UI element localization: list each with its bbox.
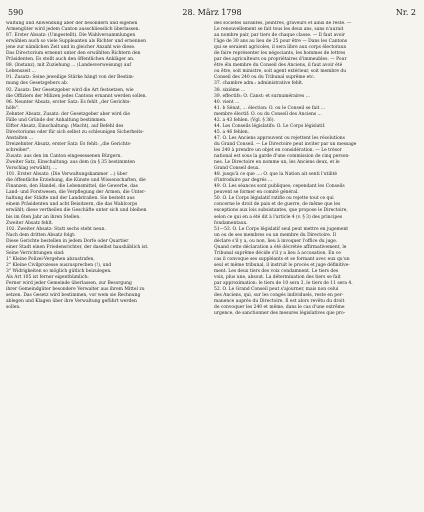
text-line: sollen.: [6, 305, 21, 311]
text-line: 3° Widrigkeiten so möglich gütlich beizulegen.: [6, 268, 112, 274]
text-line: exceptions aux lois subsistantes, que propose le Directoire,: [214, 208, 348, 214]
text-line: 40. vient ...: [214, 99, 240, 105]
text-line: mung des Gesetzgebers ab.: [6, 81, 69, 87]
text-line: waltung und Anwendung aber der besondern und eigenen: [6, 21, 138, 26]
text-line: 48. jusqu'à ce que ...: O. que la Nation ait senti l'utilité: [214, 172, 338, 178]
text-line: Präsidenten. Es stellt auch den öffentlichen Ankläger an.: [6, 57, 135, 63]
text-line: 2° Kleine Civilprozesse auszusprechen (!), und: [6, 262, 112, 268]
text-line: peuvent se former en comité général.: [214, 190, 299, 196]
text-line: au nombre pair, par tiers de chaque classe. — Il faut avoir: [214, 33, 345, 39]
text-line: haltung der Städte und der Landstraßen. Sie besteht aus: [6, 196, 135, 202]
text-line: selon ce qui en a été dit à l'article 4 (v. § 3) des principes: [214, 214, 343, 220]
text-line: 39. effectifs: O. Canst: et surnuméraires ...: [214, 93, 310, 99]
text-line: 1° Kleine Polizei-Vergehen abzustrafen,: [6, 256, 95, 262]
text-line: erwählen auch so viele Suppleanten als Richter und ernennen: [6, 39, 146, 45]
text-line: 96. Neunter Absatz, erster Satz: Es fehlt „der Gerichts-: [6, 99, 131, 105]
text-line: Le renouvellement se fait tous les deux ans, sans n'aurait: [214, 27, 344, 33]
text-line: 49. O. Les séances sont publiques; cependant les Conseils: [214, 184, 345, 190]
right-column: [214, 21, 418, 507]
text-line: Finanzen, den Handel, die Lebensmittel, die Gewerbe, das: [6, 184, 138, 190]
text-line: 44. Les Conseils législatifs: O. Le Corps législatif.: [214, 123, 326, 129]
text-line: Zweiter Satz, Einschaltung: aus dem (in § 35 bestimmten: [6, 160, 135, 166]
text-line: Ferner wird jeder Gemeinde überlassen, zur Besorgung: [6, 281, 132, 287]
text-line: bis im 6ten Jahr an ihren Stellen.: [6, 214, 81, 220]
text-line: 91. Zusatz: Seine jeweilige Stärke hängt von der Bestim-: [6, 75, 135, 81]
text-line: ablegen und Klagen über ihre Verwaltung geführt werden: [6, 299, 137, 305]
text-line: Grand Conseil deux.: [214, 166, 260, 172]
text-line: einem Präsidenten und acht Beisitzern, die das Wahlcorps: [6, 202, 138, 208]
text-line: Zweiter Absatz fehlt.: [6, 220, 54, 226]
text-line: du Grand Conseil. — Le Directoire peut inviter par un message: [214, 141, 357, 147]
text-line: des sociétés savantes, peintres, graveurs et ainsi de reste. —: [214, 21, 352, 26]
text-line: 38. sixième ...: [214, 87, 246, 93]
text-line: concerne le droit de paix et de guerre, de même que les: [214, 202, 341, 208]
text-line: par approximation: le tiers de 10 sera 3, le tiers de 11 sera 4.: [214, 281, 353, 287]
text-line: Fälle und Gründe der Anhaltung bestimmen.: [6, 117, 107, 123]
text-line: seul et même tribunal, il instruit le procès et juge définitive-: [214, 262, 350, 268]
text-line: 52. O. Le Grand Conseil peut s'ajourner, mais non celui: [214, 287, 339, 293]
text-line: Diese Gerichte bestellen in jedem Dorfe oder Quartier: [6, 238, 129, 244]
text-line: 88. (Instanz), mit Zuziehung ... (Landesverweisung) auf: [6, 63, 132, 69]
text-line: qui se seraient agricoles, il sera libre aux corps électoraux: [214, 45, 347, 51]
text-line: Nach dem dritten Absatz folgt:: [6, 232, 76, 238]
issue-number: Nr. 2: [395, 8, 416, 17]
text-line: Land- und Forstwesen, die Verpflegung der Armen, die Unter-: [6, 190, 146, 196]
text-line: 45. a 46 fehlen.: [214, 129, 250, 135]
text-line: schreiber".: [6, 147, 31, 153]
text-line: d'introduire par degrés ...: [214, 178, 273, 184]
text-line: Dreizehnter Absatz, erster Satz: Es fehlt: „die Gerichts-: [6, 141, 132, 147]
text-line: Armengüter wird jedem Canton ausschliesslich überlassen.: [6, 27, 140, 33]
text-line: die öffentliche Erziehung, die Künste und Wissenschaften, die: [6, 178, 146, 184]
text-line: ou être, soit ministre, soit agent extérieur, soit membre du: [214, 69, 347, 75]
text-line: être élu membre du Conseil des Anciens, il faut avoir été: [214, 63, 343, 69]
text-line: höfe".: [6, 105, 20, 111]
page-number: 590: [8, 8, 24, 17]
text-line: déclare s'il y a, ou non, lieu à invoquer l'office du juge.: [214, 238, 338, 244]
text-line: Tribunal suprême décide s'il y a lieu à accusation. En ce: [214, 250, 341, 256]
text-line: cas il convoque ses suppléants et se formant avec eux qu'un: [214, 256, 350, 262]
text-line: erwählt; diese vertheilen die Geschäfte unter sich und bleiben: [6, 208, 147, 214]
text-line: 87. Erster Absatz: (Umgestellt). Die Wahlversammlungen: [6, 33, 136, 39]
text-line: Elfter Absatz, Einschaltung: (Macht), auf Befehl des: [6, 123, 124, 129]
text-line: ihrer Gemeindgüter besondere Verwalter aus ihrem Mittel zu: [6, 287, 145, 293]
text-line: 47. O. Les Anciens approuvent ou rejettent les résolutions: [214, 135, 345, 141]
page-date: 28. März 1798: [182, 8, 242, 17]
text-line: Das Directorium ernennt unter den erwählten Richtern den: [6, 51, 141, 57]
text-line: jene zur nämlichen Zeit und in gleicher Anzahl wie diese.: [6, 45, 136, 51]
text-line: ment. Les deux tiers des voix condamnent. Le tiers des: [214, 268, 339, 274]
text-line: nes. Le Directoire en nomme un, les Anciens deux, et le: [214, 160, 340, 166]
text-line: 50. O. Le Corps législatif ratifie ou rejette tout ce qui: [214, 196, 334, 202]
text-line: Zehnter Absatz, Zusatz: der Gesetzgeber aber wird die: [6, 111, 130, 117]
text-line: l'âge de 30 ans au lieu de 25 pour être — Dans les Cantons: [214, 39, 348, 45]
text-line: 42. a 43 fehlen. (Vgl. § 36).: [214, 117, 275, 123]
text-line: un ou de ses membres ou un membre du Directoire. Il: [214, 232, 336, 238]
text-line: Vorschlag (erwählt), ...: [6, 166, 58, 172]
text-line: Seine Verrichtungen sind:: [6, 250, 65, 256]
text-line: Zusatz: aus den im Canton eingesessenen Bürgern.: [6, 154, 122, 160]
left-column: [6, 21, 210, 507]
text-line: 102. Zweiter Absatz: Statt sechs steht neun.: [6, 226, 106, 232]
text-line: Anstalten ...: [6, 135, 34, 141]
text-line: 41. b Sénat, ... élection: O. ou le Conseil se fait ...: [214, 105, 326, 111]
text-line: national est sous la garde d'une commission de cinq person-: [214, 154, 350, 160]
text-line: die Offiziers der Milizen jedes Cantons ernannt werden sollen.: [6, 93, 147, 99]
text-line: voix, plus une, absout. La détermination des tiers se fait: [214, 274, 341, 280]
text-line: Directoriums oder für sich selbst zu schleunigen Sicherheits-: [6, 129, 144, 135]
text-line: de faire représenter les négociants, les hommes de lettres: [214, 51, 346, 57]
text-line: einer Stadt einen Friedensrichter, der daselbst haushäblich ist.: [6, 244, 149, 250]
text-line: manence auprès du Directoire. Il est alors revêtu du droit: [214, 299, 345, 305]
text-line: membre électif: O. ou du Conseil des Anciens ...: [214, 111, 322, 117]
text-line: de convoquer les 240 et même, dans le cas d'une extrême: [214, 305, 345, 311]
text-line: urgence, de sanctionner des mesures législatives que pro-: [214, 311, 346, 317]
text-line: 51—53. O. Le Corps législatif seul peut mettre en jugement: [214, 226, 349, 232]
text-line: Lebenszeit ...: [6, 69, 36, 75]
text-line: par des agriculteurs ou propriétaires d'immeubles. — Pour: [214, 57, 347, 63]
text-line: 92. Zusatz: Der Gesetzgeber wird die Art festsetzen, wie: [6, 87, 134, 93]
text-line: Conseil des 240 ou du Tribunal suprême etc.: [214, 75, 315, 81]
text-line: 37. chambre adm.: administrative fehlt.: [214, 81, 304, 87]
text-line: Als Art 105 ist ferner eigenthümlich:: [6, 274, 89, 280]
text-line: des Anciens, qui, sur les congés individuels, reste en per-: [214, 293, 344, 299]
text-line: 101. Erster Absatz: (Die Verwaltungskammer ...) über: [6, 172, 128, 178]
text-line: les 240 à prendre un objet en considération. — Le trésor: [214, 147, 342, 153]
text-line: setzen. Das Gesetz wird bestimmen, vor wem sie Rechnung: [6, 293, 141, 299]
text-line: Quand cette déclaration a été décrétée affirmativement, le: [214, 244, 347, 250]
text-line: fondamentaux.: [214, 220, 248, 226]
